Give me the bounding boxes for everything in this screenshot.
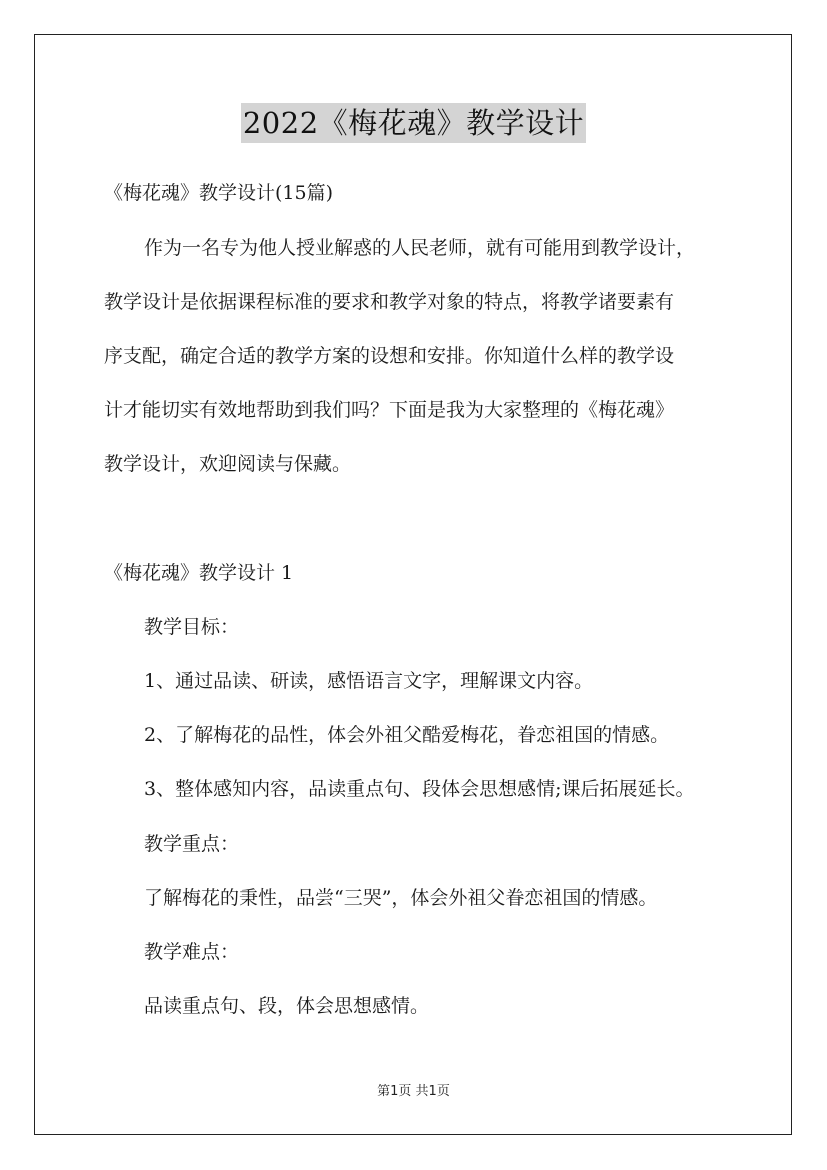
intro-line-4: 计才能切实有效地帮助到我们吗？下面是我为大家整理的《梅花魂》 <box>104 399 675 421</box>
difficulties-text: 品读重点句、段，体会思想感情。 <box>144 995 430 1017</box>
goals-heading: 教学目标： <box>144 616 240 638</box>
difficulties-heading: 教学难点： <box>144 941 240 963</box>
goal-item-1: 1、通过品读、研读，感悟语言文字，理解课文内容。 <box>144 670 594 692</box>
page-number-footer: 第1页 共1页 <box>377 1084 450 1099</box>
document-title: 2022《梅花魂》教学设计 <box>241 103 586 143</box>
intro-line-3: 序支配，确定合适的教学方案的设想和安排。你知道什么样的教学设 <box>104 345 675 367</box>
key-points-text: 了解梅花的秉性，品尝“三哭”，体会外祖父眷恋祖国的情感。 <box>144 887 658 909</box>
title-container <box>0 103 827 143</box>
intro-line-5: 教学设计，欢迎阅读与保藏。 <box>104 453 352 475</box>
goal-item-2: 2、了解梅花的品性，体会外祖父酷爱梅花，眷恋祖国的情感。 <box>144 724 670 746</box>
intro-line-1: 作为一名专为他人授业解惑的人民老师，就有可能用到教学设计， <box>144 237 696 259</box>
document-subtitle: 《梅花魂》教学设计(15篇) <box>104 182 334 204</box>
intro-line-2: 教学设计是依据课程标准的要求和教学对象的特点，将教学诸要素有 <box>104 291 675 313</box>
key-points-heading: 教学重点： <box>144 833 240 855</box>
goal-item-3: 3、整体感知内容，品读重点句、段体会思想感情;课后拓展延长。 <box>144 778 695 800</box>
section-heading: 《梅花魂》教学设计 1 <box>104 562 294 584</box>
